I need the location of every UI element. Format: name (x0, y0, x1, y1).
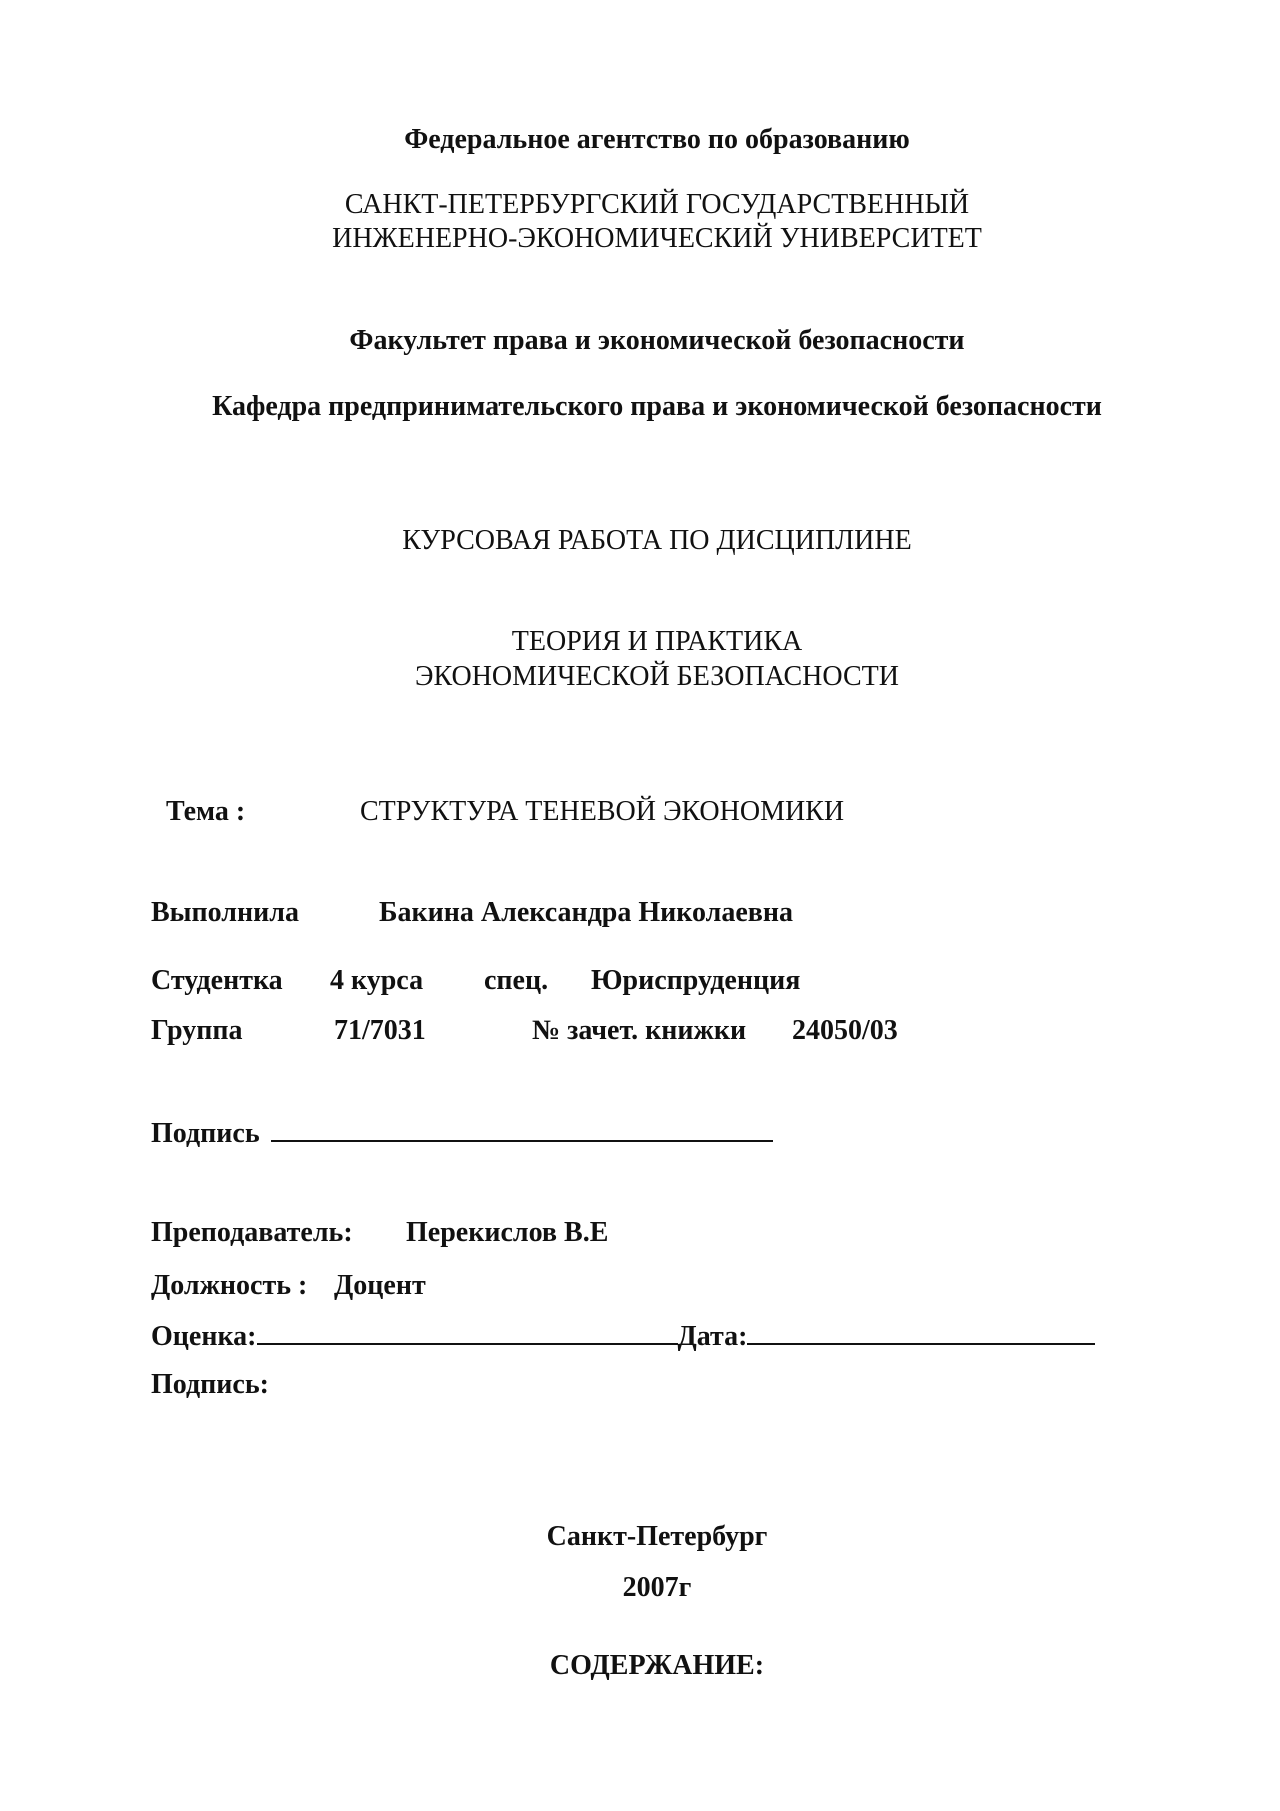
specialty: Юриспруденция (591, 965, 801, 996)
contents-heading: СОДЕРЖАНИЕ: (549, 1650, 765, 1681)
year: 2007г (622, 1572, 692, 1603)
course: 4 курса (330, 965, 424, 996)
position-value: Доцент (334, 1270, 426, 1301)
university-line-2: ИНЖЕНЕРНО-ЭКОНОМИЧЕСКИЙ УНИВЕРСИТЕТ (332, 223, 982, 254)
grade-date-row (151, 1319, 1095, 1354)
discipline-line-2: ЭКОНОМИЧЕСКОЙ БЕЗОПАСНОСТИ (415, 661, 899, 692)
student-name: Бакина Александра Николаевна (379, 897, 794, 928)
university-line-1: САНКТ-ПЕТЕРБУРГСКИЙ ГОСУДАРСТВЕННЫЙ (344, 189, 970, 220)
discipline-line-1: ТЕОРИЯ И ПРАКТИКА (511, 626, 803, 657)
record-book-number: 24050/03 (792, 1015, 898, 1046)
topic-title: СТРУКТУРА ТЕНЕВОЙ ЭКОНОМИКИ (360, 796, 845, 827)
student-signature-row (151, 1116, 773, 1151)
group-number: 71/7031 (334, 1015, 426, 1046)
grade-line (257, 1319, 678, 1345)
department-name: Кафедра предпринимательского права и экономической безопасности (212, 391, 1102, 422)
date-label: Дата: (677, 1321, 748, 1352)
student-signature-label: Подпись (151, 1118, 260, 1149)
group-label: Группа (151, 1015, 243, 1046)
work-type: КУРСОВАЯ РАБОТА ПО ДИСЦИПЛИНЕ (402, 525, 912, 556)
date-line (747, 1319, 1095, 1345)
student-signature-line (271, 1116, 773, 1142)
teacher-name: Перекислов В.Е (406, 1217, 609, 1248)
position-label: Должность : (151, 1270, 308, 1301)
agency-name: Федеральное агентство по образованию (404, 124, 910, 155)
faculty-name: Факультет права и экономической безопасности (349, 325, 965, 356)
student-label: Студентка (151, 965, 283, 996)
topic-label: Тема : (166, 796, 246, 827)
teacher-signature-label: Подпись: (151, 1369, 269, 1400)
grade-label: Оценка: (151, 1321, 257, 1352)
done-by-label: Выполнила (151, 897, 299, 928)
record-book-label: № зачет. книжки (532, 1015, 747, 1046)
spec-label: спец. (484, 965, 549, 996)
city: Санкт-Петербург (546, 1521, 768, 1552)
teacher-label: Преподаватель: (151, 1217, 353, 1248)
